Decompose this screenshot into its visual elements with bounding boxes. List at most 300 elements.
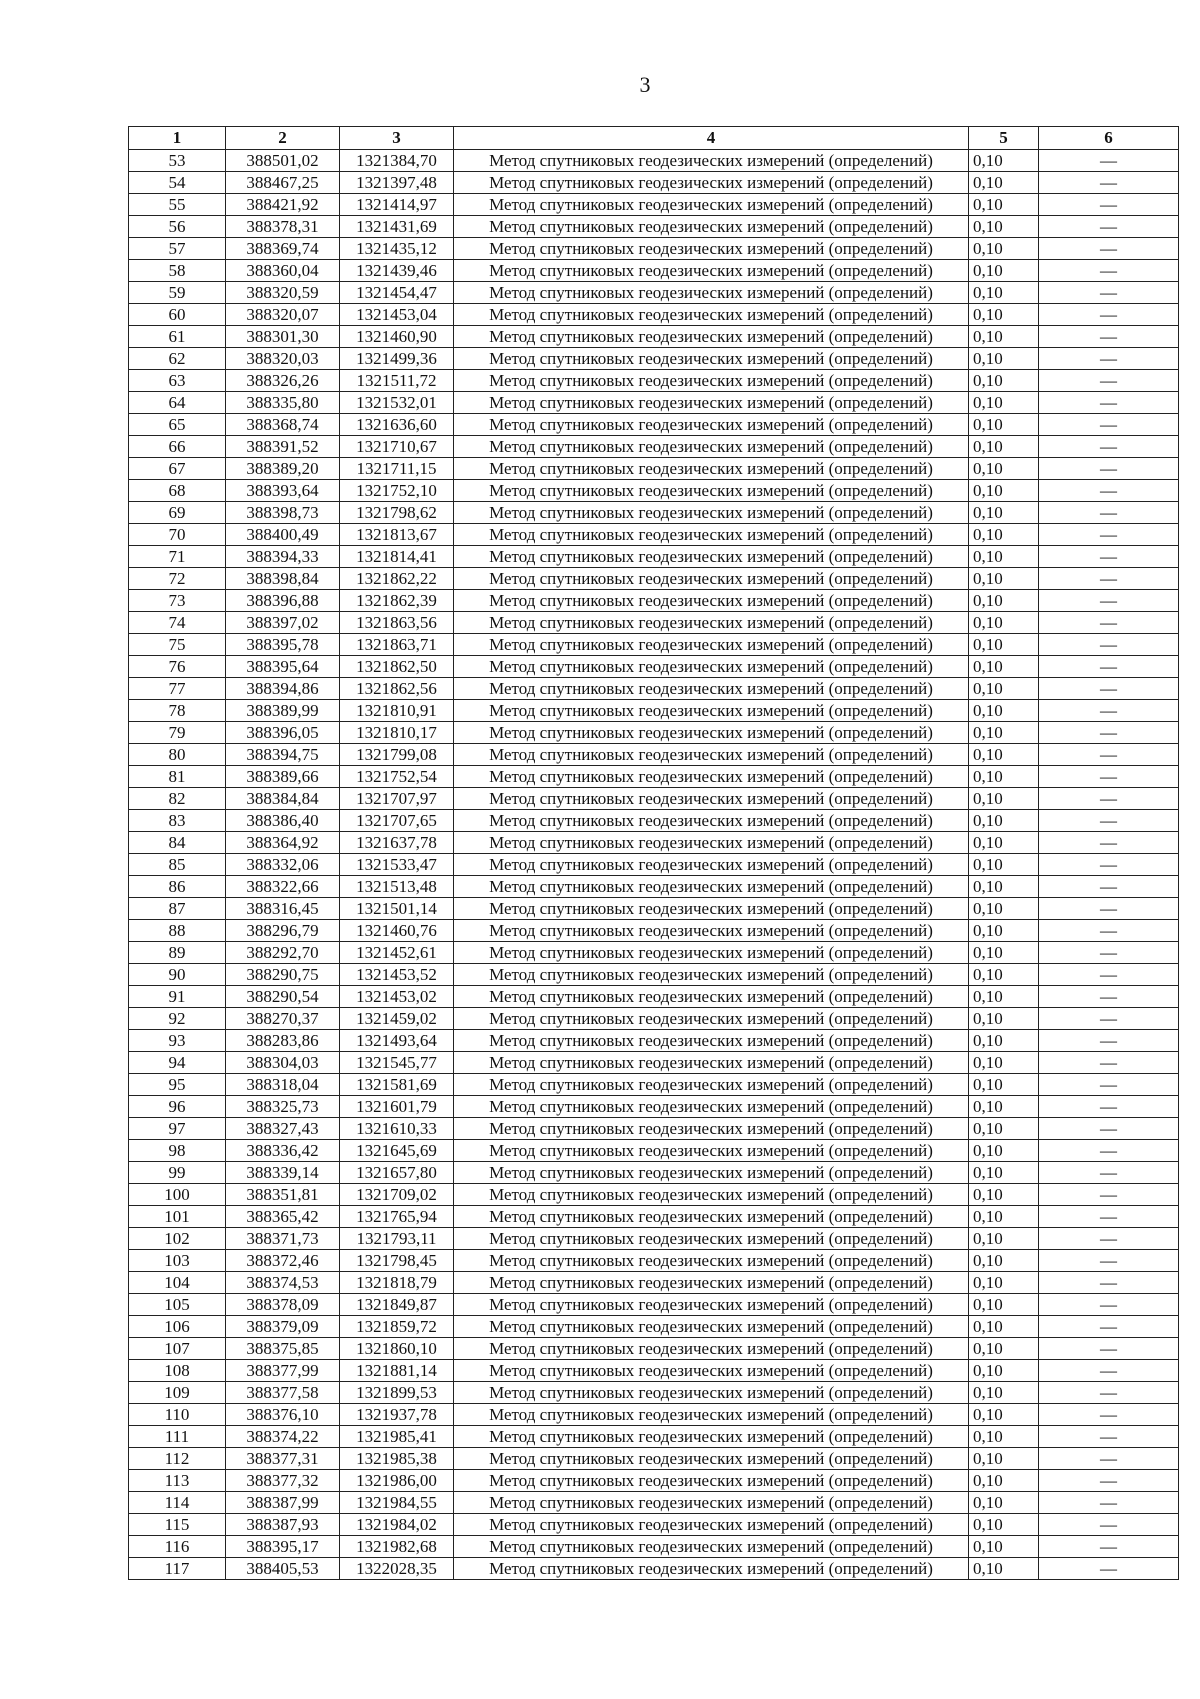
header-description: 6 <box>1039 127 1179 150</box>
description-cell: — <box>1039 722 1179 744</box>
x-coordinate-cell: 388327,43 <box>226 1118 340 1140</box>
table-row <box>129 656 1179 678</box>
point-number-cell: 111 <box>129 1426 226 1448</box>
precision-cell: 0,10 <box>969 986 1039 1008</box>
y-coordinate-cell: 1321859,72 <box>340 1316 454 1338</box>
precision-cell: 0,10 <box>969 634 1039 656</box>
method-cell: Метод спутниковых геодезических измерений (определений) <box>454 898 969 920</box>
point-number-cell: 63 <box>129 370 226 392</box>
precision-cell: 0,10 <box>969 1206 1039 1228</box>
point-number-cell: 76 <box>129 656 226 678</box>
x-coordinate-cell: 388405,53 <box>226 1558 340 1580</box>
method-cell: Метод спутниковых геодезических измерений (определений) <box>454 1360 969 1382</box>
x-coordinate-cell: 388351,81 <box>226 1184 340 1206</box>
precision-cell: 0,10 <box>969 1426 1039 1448</box>
table-row <box>129 370 1179 392</box>
table-row <box>129 172 1179 194</box>
method-cell: Метод спутниковых геодезических измерений (определений) <box>454 260 969 282</box>
x-coordinate-cell: 388326,26 <box>226 370 340 392</box>
description-cell: — <box>1039 1404 1179 1426</box>
x-coordinate-cell: 388395,17 <box>226 1536 340 1558</box>
method-cell: Метод спутниковых геодезических измерений (определений) <box>454 1184 969 1206</box>
precision-cell: 0,10 <box>969 1162 1039 1184</box>
table-row <box>129 678 1179 700</box>
precision-cell: 0,10 <box>969 568 1039 590</box>
table-row <box>129 304 1179 326</box>
table-row <box>129 1338 1179 1360</box>
y-coordinate-cell: 1321636,60 <box>340 414 454 436</box>
y-coordinate-cell: 1321460,76 <box>340 920 454 942</box>
x-coordinate-cell: 388375,85 <box>226 1338 340 1360</box>
precision-cell: 0,10 <box>969 150 1039 172</box>
point-number-cell: 116 <box>129 1536 226 1558</box>
method-cell: Метод спутниковых геодезических измерений (определений) <box>454 986 969 1008</box>
point-number-cell: 59 <box>129 282 226 304</box>
x-coordinate-cell: 388372,46 <box>226 1250 340 1272</box>
table-row <box>129 216 1179 238</box>
table-row <box>129 260 1179 282</box>
point-number-cell: 82 <box>129 788 226 810</box>
x-coordinate-cell: 388270,37 <box>226 1008 340 1030</box>
x-coordinate-cell: 388374,22 <box>226 1426 340 1448</box>
y-coordinate-cell: 1321985,38 <box>340 1448 454 1470</box>
table-row <box>129 1052 1179 1074</box>
point-number-cell: 102 <box>129 1228 226 1250</box>
description-cell: — <box>1039 1272 1179 1294</box>
y-coordinate-cell: 1321793,11 <box>340 1228 454 1250</box>
description-cell: — <box>1039 1470 1179 1492</box>
precision-cell: 0,10 <box>969 854 1039 876</box>
point-number-cell: 65 <box>129 414 226 436</box>
table-row <box>129 1118 1179 1140</box>
y-coordinate-cell: 1321637,78 <box>340 832 454 854</box>
point-number-cell: 69 <box>129 502 226 524</box>
x-coordinate-cell: 388394,33 <box>226 546 340 568</box>
table-row <box>129 1096 1179 1118</box>
table-row <box>129 722 1179 744</box>
y-coordinate-cell: 1321798,62 <box>340 502 454 524</box>
x-coordinate-cell: 388365,42 <box>226 1206 340 1228</box>
y-coordinate-cell: 1321435,12 <box>340 238 454 260</box>
table-row <box>129 1426 1179 1448</box>
precision-cell: 0,10 <box>969 326 1039 348</box>
y-coordinate-cell: 1321810,91 <box>340 700 454 722</box>
table-row <box>129 766 1179 788</box>
precision-cell: 0,10 <box>969 964 1039 986</box>
precision-cell: 0,10 <box>969 942 1039 964</box>
y-coordinate-cell: 1321384,70 <box>340 150 454 172</box>
method-cell: Метод спутниковых геодезических измерений (определений) <box>454 1272 969 1294</box>
point-number-cell: 104 <box>129 1272 226 1294</box>
point-number-cell: 71 <box>129 546 226 568</box>
table-row <box>129 942 1179 964</box>
x-coordinate-cell: 388396,05 <box>226 722 340 744</box>
y-coordinate-cell: 1321645,69 <box>340 1140 454 1162</box>
y-coordinate-cell: 1321431,69 <box>340 216 454 238</box>
y-coordinate-cell: 1321610,33 <box>340 1118 454 1140</box>
point-number-cell: 112 <box>129 1448 226 1470</box>
precision-cell: 0,10 <box>969 876 1039 898</box>
table-row <box>129 238 1179 260</box>
description-cell: — <box>1039 634 1179 656</box>
description-cell: — <box>1039 656 1179 678</box>
description-cell: — <box>1039 304 1179 326</box>
table-row <box>129 634 1179 656</box>
method-cell: Метод спутниковых геодезических измерений (определений) <box>454 1228 969 1250</box>
point-number-cell: 60 <box>129 304 226 326</box>
method-cell: Метод спутниковых геодезических измерений (определений) <box>454 1052 969 1074</box>
precision-cell: 0,10 <box>969 700 1039 722</box>
header-precision: 5 <box>969 127 1039 150</box>
y-coordinate-cell: 1321601,79 <box>340 1096 454 1118</box>
x-coordinate-cell: 388378,31 <box>226 216 340 238</box>
description-cell: — <box>1039 700 1179 722</box>
precision-cell: 0,10 <box>969 502 1039 524</box>
method-cell: Метод спутниковых геодезических измерений (определений) <box>454 810 969 832</box>
precision-cell: 0,10 <box>969 612 1039 634</box>
method-cell: Метод спутниковых геодезических измерений (определений) <box>454 1514 969 1536</box>
y-coordinate-cell: 1321533,47 <box>340 854 454 876</box>
y-coordinate-cell: 1321899,53 <box>340 1382 454 1404</box>
table-row <box>129 1074 1179 1096</box>
y-coordinate-cell: 1321765,94 <box>340 1206 454 1228</box>
y-coordinate-cell: 1321439,46 <box>340 260 454 282</box>
description-cell: — <box>1039 942 1179 964</box>
description-cell: — <box>1039 964 1179 986</box>
description-cell: — <box>1039 568 1179 590</box>
precision-cell: 0,10 <box>969 436 1039 458</box>
table-row <box>129 1382 1179 1404</box>
header-x-coordinate: 2 <box>226 127 340 150</box>
description-cell: — <box>1039 502 1179 524</box>
description-cell: — <box>1039 1294 1179 1316</box>
y-coordinate-cell: 1321752,10 <box>340 480 454 502</box>
method-cell: Метод спутниковых геодезических измерений (определений) <box>454 458 969 480</box>
description-cell: — <box>1039 1558 1179 1580</box>
table-row <box>129 1008 1179 1030</box>
y-coordinate-cell: 1321862,39 <box>340 590 454 612</box>
x-coordinate-cell: 388376,10 <box>226 1404 340 1426</box>
table-row <box>129 502 1179 524</box>
table-row <box>129 392 1179 414</box>
precision-cell: 0,10 <box>969 920 1039 942</box>
description-cell: — <box>1039 744 1179 766</box>
x-coordinate-cell: 388389,66 <box>226 766 340 788</box>
point-number-cell: 110 <box>129 1404 226 1426</box>
precision-cell: 0,10 <box>969 546 1039 568</box>
method-cell: Метод спутниковых геодезических измерений (определений) <box>454 1448 969 1470</box>
method-cell: Метод спутниковых геодезических измерений (определений) <box>454 1382 969 1404</box>
description-cell: — <box>1039 524 1179 546</box>
method-cell: Метод спутниковых геодезических измерений (определений) <box>454 524 969 546</box>
method-cell: Метод спутниковых геодезических измерений (определений) <box>454 1470 969 1492</box>
precision-cell: 0,10 <box>969 480 1039 502</box>
method-cell: Метод спутниковых геодезических измерений (определений) <box>454 348 969 370</box>
description-cell: — <box>1039 1316 1179 1338</box>
method-cell: Метод спутниковых геодезических измерений (определений) <box>454 1250 969 1272</box>
x-coordinate-cell: 388335,80 <box>226 392 340 414</box>
description-cell: — <box>1039 282 1179 304</box>
x-coordinate-cell: 388296,79 <box>226 920 340 942</box>
y-coordinate-cell: 1321752,54 <box>340 766 454 788</box>
y-coordinate-cell: 1321862,22 <box>340 568 454 590</box>
method-cell: Метод спутниковых геодезических измерений (определений) <box>454 722 969 744</box>
x-coordinate-cell: 388368,74 <box>226 414 340 436</box>
table-row <box>129 1470 1179 1492</box>
precision-cell: 0,10 <box>969 216 1039 238</box>
table-row <box>129 194 1179 216</box>
y-coordinate-cell: 1321709,02 <box>340 1184 454 1206</box>
description-cell: — <box>1039 590 1179 612</box>
header-point-number: 1 <box>129 127 226 150</box>
method-cell: Метод спутниковых геодезических измерений (определений) <box>454 1118 969 1140</box>
y-coordinate-cell: 1321454,47 <box>340 282 454 304</box>
point-number-cell: 83 <box>129 810 226 832</box>
point-number-cell: 89 <box>129 942 226 964</box>
x-coordinate-cell: 388377,58 <box>226 1382 340 1404</box>
y-coordinate-cell: 1321813,67 <box>340 524 454 546</box>
header-method: 4 <box>454 127 969 150</box>
precision-cell: 0,10 <box>969 172 1039 194</box>
x-coordinate-cell: 388501,02 <box>226 150 340 172</box>
precision-cell: 0,10 <box>969 260 1039 282</box>
description-cell: — <box>1039 1448 1179 1470</box>
precision-cell: 0,10 <box>969 1250 1039 1272</box>
description-cell: — <box>1039 392 1179 414</box>
table-row <box>129 1316 1179 1338</box>
table-row <box>129 150 1179 172</box>
y-coordinate-cell: 1321799,08 <box>340 744 454 766</box>
table-row <box>129 524 1179 546</box>
method-cell: Метод спутниковых геодезических измерений (определений) <box>454 546 969 568</box>
table-row <box>129 568 1179 590</box>
point-number-cell: 103 <box>129 1250 226 1272</box>
method-cell: Метод спутниковых геодезических измерений (определений) <box>454 1558 969 1580</box>
y-coordinate-cell: 1321581,69 <box>340 1074 454 1096</box>
y-coordinate-cell: 1321937,78 <box>340 1404 454 1426</box>
x-coordinate-cell: 388290,54 <box>226 986 340 1008</box>
description-cell: — <box>1039 788 1179 810</box>
header-y-coordinate: 3 <box>340 127 454 150</box>
point-number-cell: 73 <box>129 590 226 612</box>
description-cell: — <box>1039 194 1179 216</box>
method-cell: Метод спутниковых геодезических измерений (определений) <box>454 590 969 612</box>
point-number-cell: 70 <box>129 524 226 546</box>
y-coordinate-cell: 1321459,02 <box>340 1008 454 1030</box>
precision-cell: 0,10 <box>969 1492 1039 1514</box>
precision-cell: 0,10 <box>969 1360 1039 1382</box>
precision-cell: 0,10 <box>969 1338 1039 1360</box>
description-cell: — <box>1039 348 1179 370</box>
x-coordinate-cell: 388394,86 <box>226 678 340 700</box>
table-row <box>129 348 1179 370</box>
method-cell: Метод спутниковых геодезических измерений (определений) <box>454 766 969 788</box>
y-coordinate-cell: 1321986,00 <box>340 1470 454 1492</box>
description-cell: — <box>1039 876 1179 898</box>
y-coordinate-cell: 1321707,97 <box>340 788 454 810</box>
y-coordinate-cell: 1321453,52 <box>340 964 454 986</box>
point-number-cell: 117 <box>129 1558 226 1580</box>
y-coordinate-cell: 1321984,55 <box>340 1492 454 1514</box>
y-coordinate-cell: 1321453,02 <box>340 986 454 1008</box>
description-cell: — <box>1039 458 1179 480</box>
description-cell: — <box>1039 1052 1179 1074</box>
point-number-cell: 64 <box>129 392 226 414</box>
point-number-cell: 98 <box>129 1140 226 1162</box>
precision-cell: 0,10 <box>969 766 1039 788</box>
method-cell: Метод спутниковых геодезических измерений (определений) <box>454 700 969 722</box>
method-cell: Метод спутниковых геодезических измерений (определений) <box>454 656 969 678</box>
point-number-cell: 93 <box>129 1030 226 1052</box>
description-cell: — <box>1039 546 1179 568</box>
point-number-cell: 109 <box>129 1382 226 1404</box>
method-cell: Метод спутниковых геодезических измерений (определений) <box>454 678 969 700</box>
description-cell: — <box>1039 1140 1179 1162</box>
method-cell: Метод спутниковых геодезических измерений (определений) <box>454 964 969 986</box>
method-cell: Метод спутниковых геодезических измерений (определений) <box>454 1096 969 1118</box>
table-row <box>129 898 1179 920</box>
point-number-cell: 78 <box>129 700 226 722</box>
point-number-cell: 92 <box>129 1008 226 1030</box>
table-row <box>129 282 1179 304</box>
table-row <box>129 986 1179 1008</box>
x-coordinate-cell: 388374,53 <box>226 1272 340 1294</box>
description-cell: — <box>1039 986 1179 1008</box>
y-coordinate-cell: 1321810,17 <box>340 722 454 744</box>
point-number-cell: 85 <box>129 854 226 876</box>
precision-cell: 0,10 <box>969 590 1039 612</box>
x-coordinate-cell: 388318,04 <box>226 1074 340 1096</box>
description-cell: — <box>1039 1514 1179 1536</box>
y-coordinate-cell: 1321511,72 <box>340 370 454 392</box>
page-number: 3 <box>639 72 651 97</box>
description-cell: — <box>1039 810 1179 832</box>
x-coordinate-cell: 388320,59 <box>226 282 340 304</box>
table-row <box>129 1162 1179 1184</box>
precision-cell: 0,10 <box>969 1140 1039 1162</box>
table-row <box>129 1558 1179 1580</box>
y-coordinate-cell: 1321453,04 <box>340 304 454 326</box>
point-number-cell: 91 <box>129 986 226 1008</box>
y-coordinate-cell: 1321460,90 <box>340 326 454 348</box>
point-number-cell: 77 <box>129 678 226 700</box>
point-number-cell: 86 <box>129 876 226 898</box>
description-cell: — <box>1039 832 1179 854</box>
description-cell: — <box>1039 1338 1179 1360</box>
table-row <box>129 1206 1179 1228</box>
y-coordinate-cell: 1321414,97 <box>340 194 454 216</box>
precision-cell: 0,10 <box>969 1316 1039 1338</box>
method-cell: Метод спутниковых геодезических измерений (определений) <box>454 876 969 898</box>
method-cell: Метод спутниковых геодезических измерений (определений) <box>454 1140 969 1162</box>
y-coordinate-cell: 1321863,71 <box>340 634 454 656</box>
point-number-cell: 95 <box>129 1074 226 1096</box>
precision-cell: 0,10 <box>969 524 1039 546</box>
description-cell: — <box>1039 238 1179 260</box>
description-cell: — <box>1039 898 1179 920</box>
point-number-cell: 54 <box>129 172 226 194</box>
x-coordinate-cell: 388389,99 <box>226 700 340 722</box>
precision-cell: 0,10 <box>969 1404 1039 1426</box>
precision-cell: 0,10 <box>969 1272 1039 1294</box>
precision-cell: 0,10 <box>969 1008 1039 1030</box>
table-body <box>129 150 1179 1580</box>
table-row <box>129 546 1179 568</box>
precision-cell: 0,10 <box>969 832 1039 854</box>
x-coordinate-cell: 388301,30 <box>226 326 340 348</box>
table-row <box>129 810 1179 832</box>
description-cell: — <box>1039 1184 1179 1206</box>
description-cell: — <box>1039 1536 1179 1558</box>
description-cell: — <box>1039 150 1179 172</box>
point-number-cell: 94 <box>129 1052 226 1074</box>
method-cell: Метод спутниковых геодезических измерений (определений) <box>454 1316 969 1338</box>
y-coordinate-cell: 1321545,77 <box>340 1052 454 1074</box>
table-row <box>129 1448 1179 1470</box>
x-coordinate-cell: 388386,40 <box>226 810 340 832</box>
description-cell: — <box>1039 1426 1179 1448</box>
table-row <box>129 590 1179 612</box>
description-cell: — <box>1039 326 1179 348</box>
point-number-cell: 115 <box>129 1514 226 1536</box>
method-cell: Метод спутниковых геодезических измерений (определений) <box>454 854 969 876</box>
x-coordinate-cell: 388360,04 <box>226 260 340 282</box>
method-cell: Метод спутниковых геодезических измерений (определений) <box>454 172 969 194</box>
point-number-cell: 67 <box>129 458 226 480</box>
precision-cell: 0,10 <box>969 1382 1039 1404</box>
x-coordinate-cell: 388387,93 <box>226 1514 340 1536</box>
description-cell: — <box>1039 1008 1179 1030</box>
point-number-cell: 80 <box>129 744 226 766</box>
precision-cell: 0,10 <box>969 458 1039 480</box>
method-cell: Метод спутниковых геодезических измерений (определений) <box>454 480 969 502</box>
precision-cell: 0,10 <box>969 392 1039 414</box>
y-coordinate-cell: 1321814,41 <box>340 546 454 568</box>
y-coordinate-cell: 1321710,67 <box>340 436 454 458</box>
description-cell: — <box>1039 920 1179 942</box>
precision-cell: 0,10 <box>969 898 1039 920</box>
y-coordinate-cell: 1321452,61 <box>340 942 454 964</box>
x-coordinate-cell: 388320,07 <box>226 304 340 326</box>
y-coordinate-cell: 1321501,14 <box>340 898 454 920</box>
precision-cell: 0,10 <box>969 1536 1039 1558</box>
table-row <box>129 744 1179 766</box>
y-coordinate-cell: 1321707,65 <box>340 810 454 832</box>
table-row <box>129 1030 1179 1052</box>
precision-cell: 0,10 <box>969 722 1039 744</box>
method-cell: Метод спутниковых геодезических измерений (определений) <box>454 744 969 766</box>
method-cell: Метод спутниковых геодезических измерений (определений) <box>454 634 969 656</box>
precision-cell: 0,10 <box>969 1030 1039 1052</box>
x-coordinate-cell: 388290,75 <box>226 964 340 986</box>
method-cell: Метод спутниковых геодезических измерений (определений) <box>454 304 969 326</box>
x-coordinate-cell: 388377,32 <box>226 1470 340 1492</box>
x-coordinate-cell: 388379,09 <box>226 1316 340 1338</box>
point-number-cell: 75 <box>129 634 226 656</box>
description-cell: — <box>1039 1492 1179 1514</box>
y-coordinate-cell: 1321513,48 <box>340 876 454 898</box>
y-coordinate-cell: 1321818,79 <box>340 1272 454 1294</box>
method-cell: Метод спутниковых геодезических измерений (определений) <box>454 832 969 854</box>
description-cell: — <box>1039 1228 1179 1250</box>
y-coordinate-cell: 1322028,35 <box>340 1558 454 1580</box>
precision-cell: 0,10 <box>969 194 1039 216</box>
x-coordinate-cell: 388384,84 <box>226 788 340 810</box>
description-cell: — <box>1039 370 1179 392</box>
point-number-cell: 90 <box>129 964 226 986</box>
method-cell: Метод спутниковых геодезических измерений (определений) <box>454 150 969 172</box>
precision-cell: 0,10 <box>969 414 1039 436</box>
